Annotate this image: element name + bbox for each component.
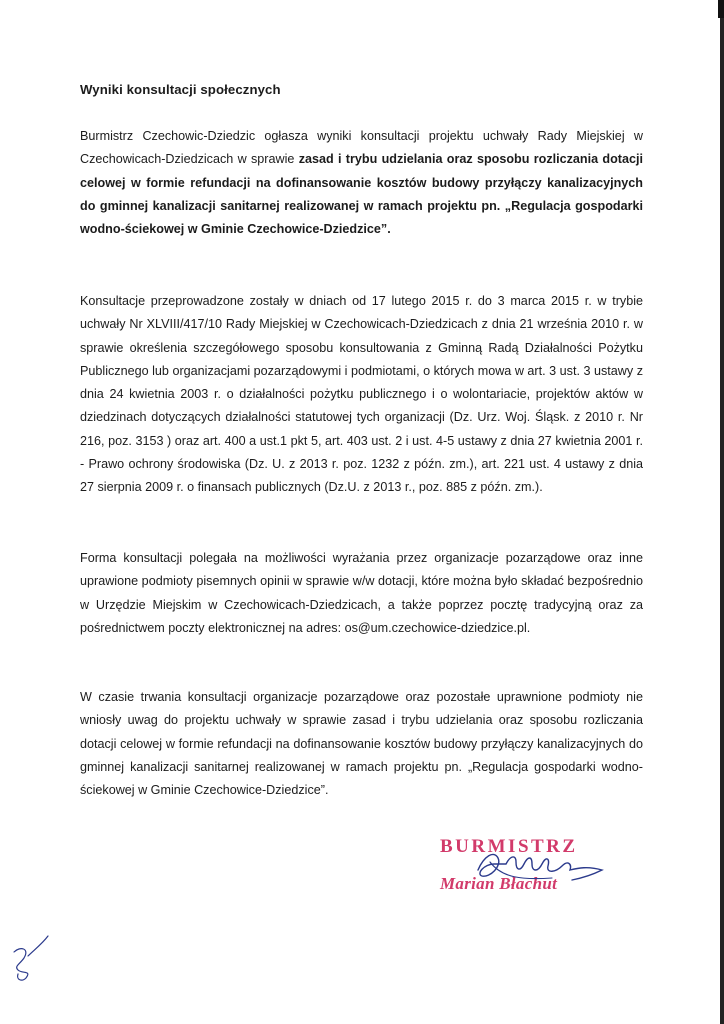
- scan-edge-corner: [718, 0, 724, 18]
- paragraph-announcement-subject: zasad i trybu udzielania oraz sposobu rozliczania dotacji celowej w formie refundacji na dofinansowanie kosztów budowy przyłączy kanalizacyjnych do gminnej kanalizacji sanitarnej realizowanej w ramach projektu pn. „Regulacja gospodarki wodno-ściekowej w Gminie Czechowice-Dziedzice”.: [80, 152, 644, 237]
- mayor-stamp: [432, 834, 622, 904]
- stamp-title: BURMISTRZ: [440, 836, 578, 857]
- paragraph-announcement-intro: Burmistrz Czechowic-Dziedzic ogłasza wyniki konsultacji projektu uchwały Rady Miejskiej w Czechowicach-Dziedzicach w sprawie: [80, 129, 643, 167]
- stamp-name: Marian Błachut: [440, 874, 558, 893]
- document-title: Wyniki konsultacji społecznych: [80, 82, 281, 97]
- scan-edge: [720, 0, 724, 1024]
- paragraph-announcement: [80, 125, 643, 241]
- handwritten-signature: [432, 834, 622, 904]
- handwritten-initial-mark: [4, 930, 52, 986]
- paragraph-consultation-result: W czasie trwania konsultacji organizacje pozarządowe oraz pozostałe uprawnione podmioty nie wniosły uwag do projektu uchwały w sprawie zasad i trybu udzielania oraz sposobu rozliczania dotacji celowej w formie refundacji na dofinansowanie kosztów budowy przyłączy kanalizacyjnych do gminnej kanalizacji sanitarnej realizowanej w ramach projektu pn. „Regulacja gospodarki wodno-ściekowej w Gminie Czechowice-Dziedzice”.: [80, 690, 643, 798]
- paragraph-consultation-form: Forma konsultacji polegała na możliwości wyrażania przez organizacje pozarządowe oraz inne uprawione podmioty pisemnych opinii w sprawie w/w dotacji, które można było składać bezpośrednio w Urzędzie Miejskim w Czechowicach-Dziedzicach, a także poprzez pocztę tradycyjną oraz za pośrednictwem poczty elektronicznej na adres: os@um.czechowice-dziedzice.pl.: [80, 551, 643, 635]
- paragraph-consultation-period: Konsultacje przeprowadzone zostały w dniach od 17 lutego 2015 r. do 3 marca 2015 r. w trybie uchwały Nr XLVIII/417/10 Rady Miejskiej w Czechowicach-Dziedzicach z dnia 21 września 2010 r. w sprawie określenia szczegółowego sposobu konsultowania z Gminną Radą Działalności Pożytku Publicznego lub organizacjami pozarządowymi i podmiotami, o których mowa w art. 3 ust. 3 ustawy z dnia 24 kwietnia 2003 r. o działalności pożytku publicznego i o wolontariacie, projektów aktów w dziedzinach dotyczących działalności statutowej tych organizacji (Dz. Urz. Woj. Śląsk. z 2010 r. Nr 216, poz. 3153 ) oraz art. 400 a ust.1 pkt 5, art. 403 ust. 2 i ust. 4-5 ustawy z dnia 27 kwietnia 2001 r. - Prawo ochrony środowiska (Dz. U. z 2013 r. poz. 1232 z późn. zm.), art. 221 ust. 4 ustawy z dnia 27 sierpnia 2009 r. o finansach publicznych (Dz.U. z 2013 r., poz. 885 z późn. zm.).: [80, 294, 643, 495]
